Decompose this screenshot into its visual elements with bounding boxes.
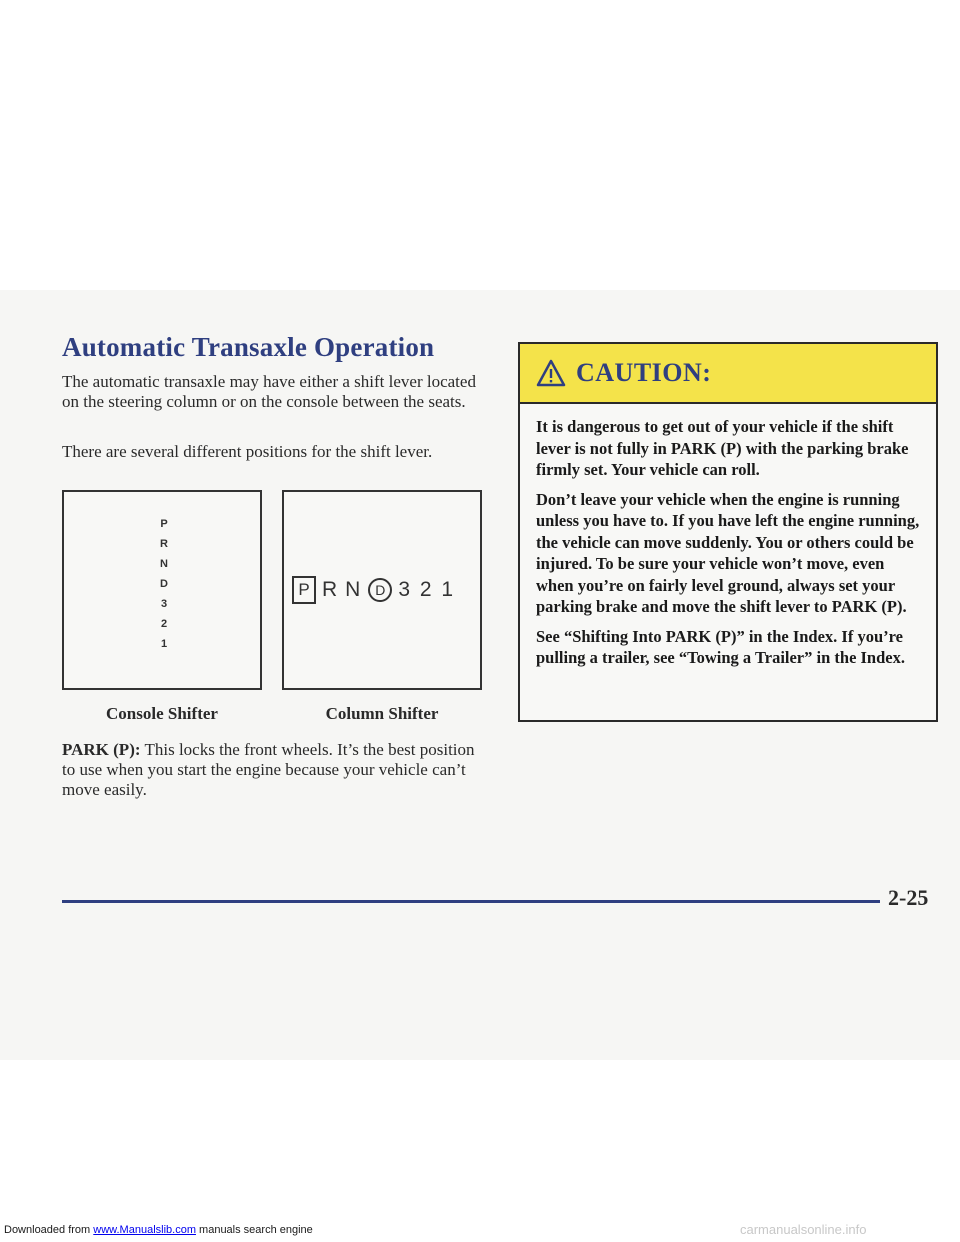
park-paragraph [62,740,482,800]
warning-triangle-icon [536,358,566,388]
watermark: carmanualsonline.info [740,1222,867,1237]
manualslib-link[interactable]: www.Manualslib.com [93,1224,196,1236]
footer-prefix: Downloaded from [4,1224,94,1236]
column-shifter-caption: Column Shifter [325,704,439,723]
page-title: Automatic Transaxle Operation [62,332,435,362]
column-position-p: P [292,576,316,604]
caution-title: CAUTION: [576,358,712,387]
console-position-d: D [160,578,168,590]
footer-rule [62,900,880,903]
console-position-n: N [160,558,168,570]
console-position-2: 2 [160,618,168,630]
download-footer [4,1224,313,1236]
caution-header [520,344,936,404]
page-number: 2-25 [888,885,929,910]
intro-paragraph: The automatic transaxle may have either a shift lever located on the steering column or on the console between the seats. [62,372,476,411]
footer-suffix: manuals search engine [195,1224,313,1236]
console-position-list [64,514,264,654]
console-position-p: P [160,518,168,530]
console-shifter-caption: Console Shifter [106,704,218,723]
column-shifter-figure [282,490,482,690]
column-position-r: R [322,578,340,601]
column-position-d: D [368,578,392,602]
park-text: This locks the front wheels. It’s the best position to use when you start the engine because your vehicle can’t move easily. [62,740,475,799]
console-position-3: 3 [160,598,168,610]
console-shifter-figure [62,490,262,690]
column-position-n: N [345,578,363,601]
column-position-rest: 3 2 1 [398,578,456,601]
park-label: PARK (P): [62,740,141,759]
column-position-row [292,576,482,604]
console-position-1: 1 [160,638,168,650]
console-position-r: R [160,538,168,550]
caution-box [518,342,938,722]
caution-paragraph: It is dangerous to get out of your vehicle if the shift lever is not fully in PARK (P) with the parking brake firmly set. Your vehicle can roll. [536,417,909,479]
caution-paragraph: See “Shifting Into PARK (P)” in the Index. If you’re pulling a trailer, see “Towing a Trailer” in the Index. [536,626,905,667]
caution-body [520,404,936,669]
caution-paragraph: Don’t leave your vehicle when the engine is running unless you have to. If you have left the engine running, the vehicle can move suddenly. You or others could be injured. To be sure your vehicle won’t move, even when you’re on fairly level ground, always set your parking brake and move the shift lever to PARK (P). [536,489,920,616]
positions-paragraph: There are several different positions for the shift lever. [62,442,433,461]
